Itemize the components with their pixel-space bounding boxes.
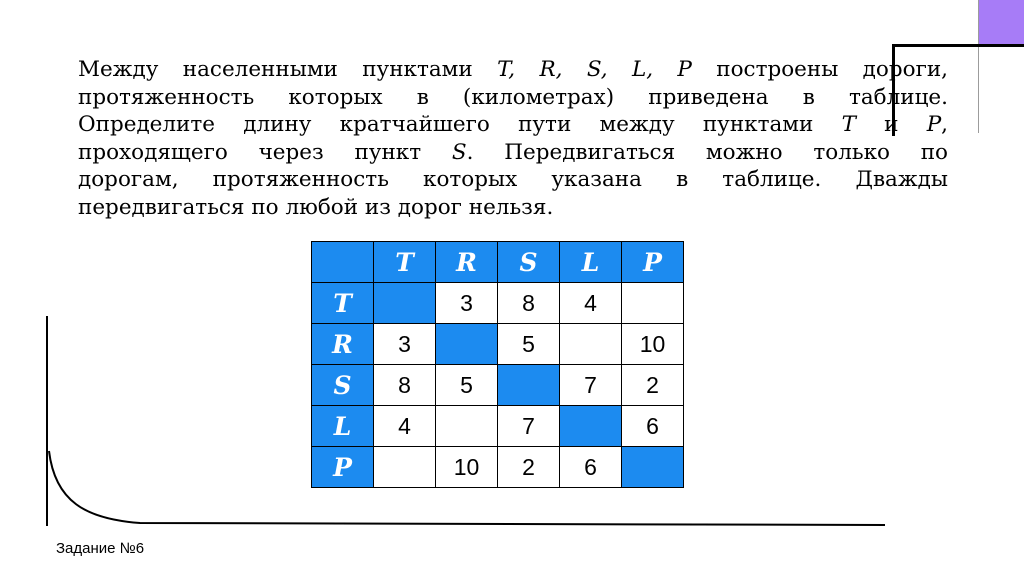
distance-cell: 10 — [436, 447, 498, 488]
distance-cell: 10 — [622, 324, 684, 365]
decorative-line — [892, 44, 1024, 47]
problem-line — [78, 84, 948, 112]
column-header: S — [498, 242, 560, 283]
diagonal-cell — [436, 324, 498, 365]
distance-cell — [622, 283, 684, 324]
problem-text-fragment: Определите длину кратчайшего пути между пунктами — [78, 112, 842, 137]
diagonal-cell — [498, 365, 560, 406]
distance-cell: 8 — [374, 365, 436, 406]
problem-line — [78, 139, 948, 167]
problem-text — [78, 56, 948, 221]
diagonal-cell — [560, 406, 622, 447]
distance-cell: 2 — [622, 365, 684, 406]
problem-text-fragment: Между населенными пунктами — [78, 57, 498, 82]
distance-cell — [374, 447, 436, 488]
task-label: Задание №6 — [56, 540, 145, 557]
row-header: T — [312, 283, 374, 324]
distance-cell: 8 — [498, 283, 560, 324]
variable-name: S — [451, 139, 467, 165]
problem-text-fragment: , — [941, 112, 949, 137]
diagonal-cell — [374, 283, 436, 324]
problem-line — [78, 111, 948, 139]
distance-cell — [560, 324, 622, 365]
diagonal-cell — [622, 447, 684, 488]
table-row — [312, 324, 684, 365]
distance-cell: 7 — [560, 365, 622, 406]
table-row — [312, 406, 684, 447]
variable-name: T — [841, 112, 856, 137]
accent-rectangle — [979, 0, 1024, 44]
distance-cell: 3 — [436, 283, 498, 324]
variable-name: P — [926, 112, 942, 137]
row-header: L — [312, 406, 374, 447]
problem-line — [78, 56, 948, 84]
problem-text-fragment: . Передвигаться можно только по — [466, 139, 949, 165]
problem-text-fragment: протяженность которых в (километрах) приведена в таблице. — [78, 84, 948, 110]
distance-cell: 3 — [374, 324, 436, 365]
column-header: T — [374, 242, 436, 283]
column-header: R — [436, 242, 498, 283]
problem-text-fragment: передвигаться по любой из дорог нельзя. — [78, 194, 554, 220]
decorative-line — [978, 0, 979, 133]
column-header: L — [560, 242, 622, 283]
distance-cell: 6 — [622, 406, 684, 447]
variable-name: T, R, S, L, P — [497, 57, 692, 82]
row-header: R — [312, 324, 374, 365]
distance-cell: 5 — [498, 324, 560, 365]
problem-text-fragment: и — [855, 112, 927, 137]
table-row — [312, 283, 684, 324]
distance-cell: 6 — [560, 447, 622, 488]
distance-cell: 5 — [436, 365, 498, 406]
problem-text-fragment: дорогам, протяженность которых указана в таблице. Дважды — [78, 167, 948, 192]
problem-text-fragment: построены дороги, — [691, 57, 949, 82]
problem-line — [78, 194, 948, 222]
distance-table — [311, 241, 684, 488]
distance-cell — [436, 406, 498, 447]
table-row — [312, 365, 684, 406]
distance-cell: 4 — [560, 283, 622, 324]
corner-cell — [312, 242, 374, 283]
column-header: P — [622, 242, 684, 283]
row-header: P — [312, 447, 374, 488]
problem-line — [78, 166, 948, 194]
header-row — [312, 242, 684, 283]
problem-text-fragment: проходящего через пункт — [78, 139, 452, 165]
distance-cell: 2 — [498, 447, 560, 488]
distance-cell: 7 — [498, 406, 560, 447]
table-row — [312, 447, 684, 488]
row-header: S — [312, 365, 374, 406]
distance-cell: 4 — [374, 406, 436, 447]
